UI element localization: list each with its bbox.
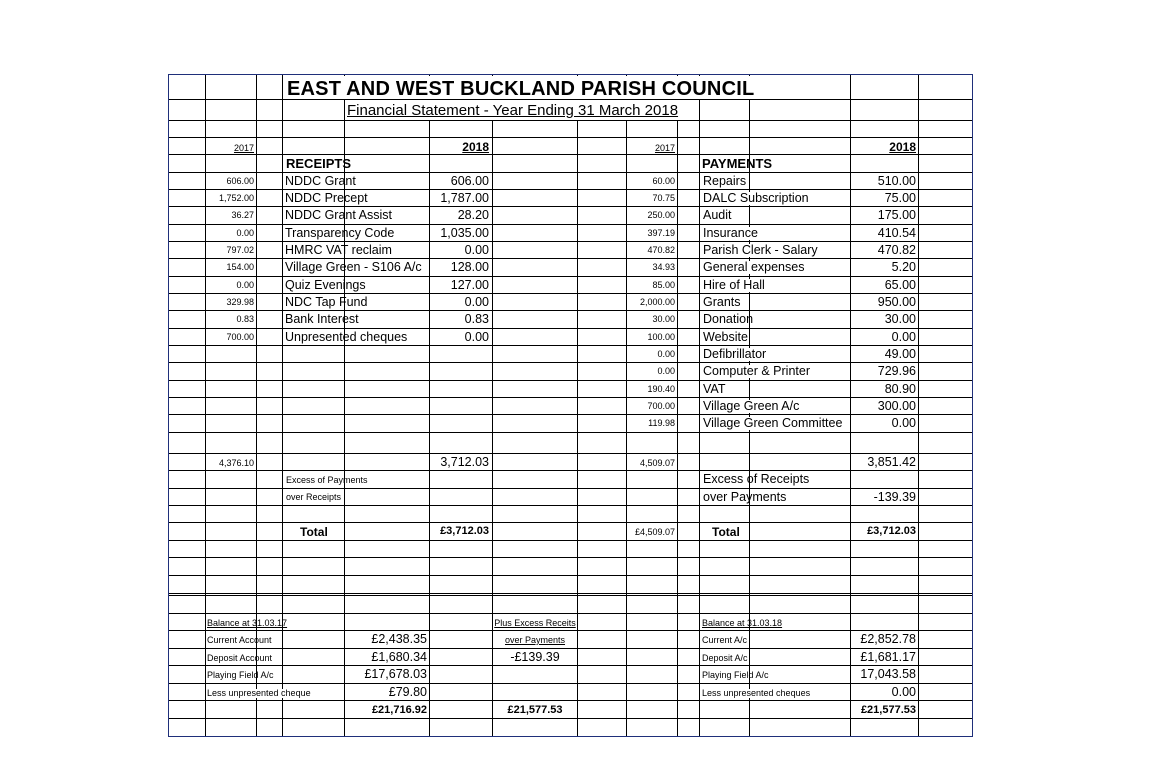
payment-prev-value: 70.75 xyxy=(652,193,675,203)
payment-label: Computer & Printer xyxy=(703,364,810,378)
receipt-prev-value: 797.02 xyxy=(226,245,254,255)
receipt-prev-value: 0.00 xyxy=(236,228,254,238)
payment-label: General expenses xyxy=(703,260,805,274)
payment-curr-value: 65.00 xyxy=(884,278,916,292)
payment-prev-value: 30.00 xyxy=(652,314,675,324)
payment-label: Website xyxy=(703,330,748,344)
receipt-label: NDDC Grant Assist xyxy=(285,208,392,222)
payments-subtotal-curr: 3,851.42 xyxy=(867,455,916,469)
page-subtitle: Financial Statement - Year Ending 31 March 2018 xyxy=(347,102,679,119)
payment-curr-value: 49.00 xyxy=(884,347,916,361)
payment-label: Village Green A/c xyxy=(703,399,800,413)
payments-total-prev: £4,509.07 xyxy=(634,527,675,537)
payment-prev-value: 2,000.00 xyxy=(639,297,675,307)
payment-prev-value: 100.00 xyxy=(647,332,675,342)
payment-prev-value: 85.00 xyxy=(652,280,675,290)
receipt-prev-value: 329.98 xyxy=(226,297,254,307)
payment-curr-value: 175.00 xyxy=(877,208,916,222)
financial-statement-sheet xyxy=(168,74,973,737)
receipt-curr-value: 1,035.00 xyxy=(440,226,489,240)
balance-2017-total: £21,716.92 xyxy=(371,704,427,716)
payment-label: Defibrillator xyxy=(703,347,767,361)
payment-label: Donation xyxy=(703,312,754,326)
plus-excess-line1: Plus Excess Receits xyxy=(494,618,576,628)
payment-prev-value: 700.00 xyxy=(647,401,675,411)
receipts-heading: RECEIPTS xyxy=(286,156,352,171)
payments-year-prev: 2017 xyxy=(654,143,675,153)
receipt-curr-value: 0.00 xyxy=(464,295,489,309)
receipts-subtotal-curr: 3,712.03 xyxy=(440,455,489,469)
receipt-label: NDDC Precept xyxy=(285,191,368,205)
payment-prev-value: 119.98 xyxy=(648,418,675,428)
receipt-label: Village Green - S106 A/c xyxy=(285,260,422,274)
payment-label: Village Green Committee xyxy=(703,416,843,430)
payment-label: Hire of Hall xyxy=(703,278,765,292)
payment-label: Audit xyxy=(703,208,732,222)
payments-excess-line2: over Payments xyxy=(703,490,787,504)
balance-value: 0.00 xyxy=(891,685,916,699)
payment-curr-value: 510.00 xyxy=(877,174,916,188)
receipt-curr-value: 0.83 xyxy=(464,312,489,326)
balance-2018-total: £21,577.53 xyxy=(860,704,916,716)
receipt-curr-value: 0.00 xyxy=(464,243,489,257)
payment-label: Grants xyxy=(703,295,741,309)
payment-curr-value: 950.00 xyxy=(877,295,916,309)
payment-label: Repairs xyxy=(703,174,747,188)
payment-prev-value: 0.00 xyxy=(657,349,675,359)
receipt-curr-value: 28.20 xyxy=(457,208,489,222)
payment-prev-value: 470.82 xyxy=(647,245,675,255)
receipt-curr-value: 0.00 xyxy=(464,330,489,344)
payment-curr-value: 5.20 xyxy=(891,260,916,274)
receipt-label: Bank Interest xyxy=(285,312,359,326)
balance-value: £2,852.78 xyxy=(860,632,916,646)
balance-value: £2,438.35 xyxy=(371,632,427,646)
receipt-curr-value: 127.00 xyxy=(450,278,489,292)
receipt-prev-value: 0.00 xyxy=(236,280,254,290)
payment-curr-value: 80.90 xyxy=(884,382,916,396)
plus-excess-total: £21,577.53 xyxy=(507,704,563,716)
balance-label: Current A/c xyxy=(702,635,748,645)
receipt-prev-value: 154.00 xyxy=(226,262,254,272)
payments-heading: PAYMENTS xyxy=(702,156,773,171)
receipt-prev-value: 606.00 xyxy=(226,176,254,186)
payments-excess-line1: Excess of Receipts xyxy=(703,472,810,486)
balance-label: Less unpresented cheques xyxy=(702,688,811,698)
receipts-excess-line1: Excess of Payments xyxy=(286,475,368,485)
payment-curr-value: 0.00 xyxy=(891,330,916,344)
balance-label: Playing Field A/c xyxy=(702,670,769,680)
receipts-year-curr: 2018 xyxy=(462,140,489,154)
payment-curr-value: 75.00 xyxy=(884,191,916,205)
receipt-curr-value: 606.00 xyxy=(450,174,489,188)
payment-label: DALC Subscription xyxy=(703,191,809,205)
payment-curr-value: 729.96 xyxy=(877,364,916,378)
balance-value: £17,678.03 xyxy=(364,667,427,681)
balance-value: £79.80 xyxy=(388,685,427,699)
balance-label: Current Account xyxy=(207,635,272,645)
payments-total-value: £3,712.03 xyxy=(867,525,916,537)
payment-curr-value: 470.82 xyxy=(877,243,916,257)
payment-label: Parish Clerk - Salary xyxy=(703,243,818,257)
receipt-label: HMRC VAT reclaim xyxy=(285,243,392,257)
payment-curr-value: 300.00 xyxy=(877,399,916,413)
payment-prev-value: 250.00 xyxy=(647,210,675,220)
payments-excess-value: -139.39 xyxy=(873,490,916,504)
plus-excess-line2: over Payments xyxy=(504,635,566,645)
payment-label: Insurance xyxy=(703,226,758,240)
payment-prev-value: 34.93 xyxy=(652,262,675,272)
receipt-prev-value: 700.00 xyxy=(226,332,254,342)
payments-total-label: Total xyxy=(712,525,740,539)
balance-value: £1,680.34 xyxy=(371,650,427,664)
balance-label: Playing Field A/c xyxy=(207,670,274,680)
receipt-curr-value: 1,787.00 xyxy=(440,191,489,205)
balance-2018-heading: Balance at 31.03.18 xyxy=(702,618,783,628)
balance-2017-heading: Balance at 31.03.17 xyxy=(207,618,288,628)
payment-prev-value: 190.40 xyxy=(647,384,675,394)
balance-label: Less unpresented cheque xyxy=(207,688,311,698)
balance-label: Deposit A/c xyxy=(702,653,748,663)
receipt-label: NDC Tap Fund xyxy=(285,295,368,309)
receipt-label: Quiz Evenings xyxy=(285,278,366,292)
receipts-excess-line2: over Receipts xyxy=(286,492,342,502)
receipt-prev-value: 0.83 xyxy=(236,314,254,324)
balance-value: £1,681.17 xyxy=(860,650,916,664)
receipt-curr-value: 128.00 xyxy=(450,260,489,274)
payment-prev-value: 0.00 xyxy=(657,366,675,376)
payment-prev-value: 60.00 xyxy=(652,176,675,186)
payment-prev-value: 397.19 xyxy=(647,228,675,238)
receipt-prev-value: 1,752.00 xyxy=(218,193,254,203)
receipt-prev-value: 36.27 xyxy=(231,210,254,220)
page-title: EAST AND WEST BUCKLAND PARISH COUNCIL xyxy=(287,78,755,100)
payment-label: VAT xyxy=(703,382,726,396)
payment-curr-value: 0.00 xyxy=(891,416,916,430)
payments-subtotal-prev: 4,509.07 xyxy=(639,458,675,468)
balance-value: 17,043.58 xyxy=(860,667,916,681)
receipts-year-prev: 2017 xyxy=(233,143,254,153)
receipt-label: Unpresented cheques xyxy=(285,330,408,344)
payment-curr-value: 410.54 xyxy=(877,226,916,240)
balance-label: Deposit Account xyxy=(207,653,273,663)
receipt-label: NDDC Grant xyxy=(285,174,356,188)
receipts-total-label: Total xyxy=(300,525,328,539)
payment-curr-value: 30.00 xyxy=(884,312,916,326)
receipt-label: Transparency Code xyxy=(285,226,395,240)
receipts-total-value: £3,712.03 xyxy=(440,525,489,537)
receipts-subtotal-prev: 4,376.10 xyxy=(218,458,254,468)
payments-year-curr: 2018 xyxy=(889,140,916,154)
plus-excess-value: -£139.39 xyxy=(510,650,560,664)
